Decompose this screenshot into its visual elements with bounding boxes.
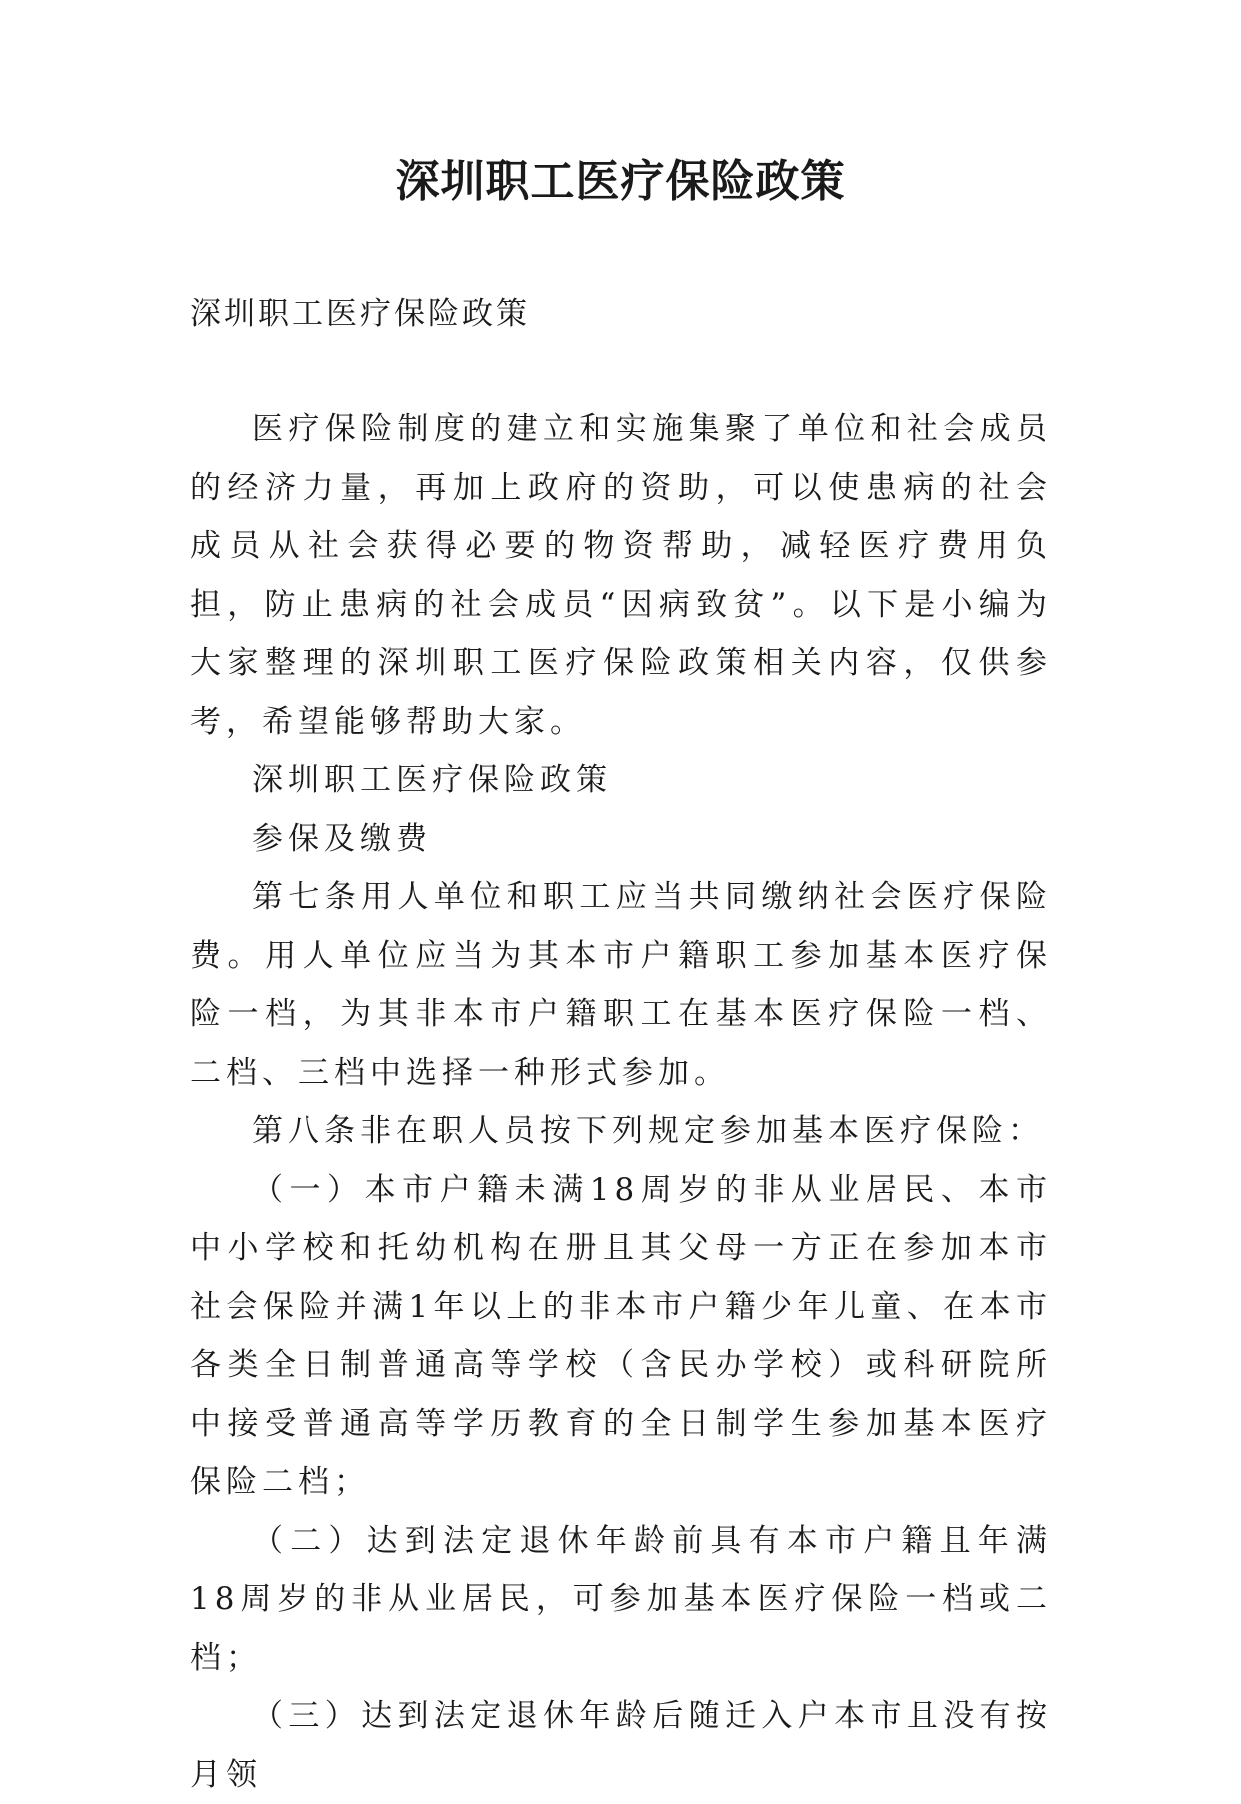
paragraph-item-3: （三）达到法定退休年龄后随迁入户本市且没有按月领 (190, 1698, 1052, 1793)
document-body (190, 400, 1052, 1804)
paragraph-article-7: 第七条用人单位和职工应当共同缴纳社会医疗保险费。用人单位应当为其本市户籍职工参加基本医疗保险一档，为其非本市户籍职工在基本医疗保险一档、二档、三档中选择一种形式参加。 (190, 879, 1052, 1091)
paragraph-intro: 医疗保险制度的建立和实施集聚了单位和社会成员的经济力量，再加上政府的资助，可以使患病的社会成员从社会获得必要的物资帮助，减轻医疗费用负担，防止患病的社会成员“因病致贫”。以下是小编为大家整理的深圳职工医疗保险政策相关内容，仅供参考，希望能够帮助大家。 (190, 411, 1052, 740)
paragraph-section-heading: 深圳职工医疗保险政策 (252, 762, 612, 798)
document-title: 深圳职工医疗保险政策 (395, 156, 846, 207)
paragraph-subheading: 参保及缴费 (252, 820, 432, 857)
paragraph-article-8: 第八条非在职人员按下列规定参加基本医疗保险： (252, 1113, 1044, 1149)
document-subtitle: 深圳职工医疗保险政策 (190, 296, 530, 332)
paragraph-item-2: （二）达到法定退休年龄前具有本市户籍且年满18周岁的非从业居民，可参加基本医疗保险一档或二档； (190, 1522, 1052, 1676)
paragraph-item-1: （一）本市户籍未满18周岁的非从业居民、本市中小学校和托幼机构在册且其父母一方正在参加本市社会保险并满1年以上的非本市户籍少年儿童、在本市各类全日制普通高等学校（含民办学校）或科研院所中接受普通高等学历教育的全日制学生参加基本医疗保险二档； (190, 1171, 1052, 1500)
